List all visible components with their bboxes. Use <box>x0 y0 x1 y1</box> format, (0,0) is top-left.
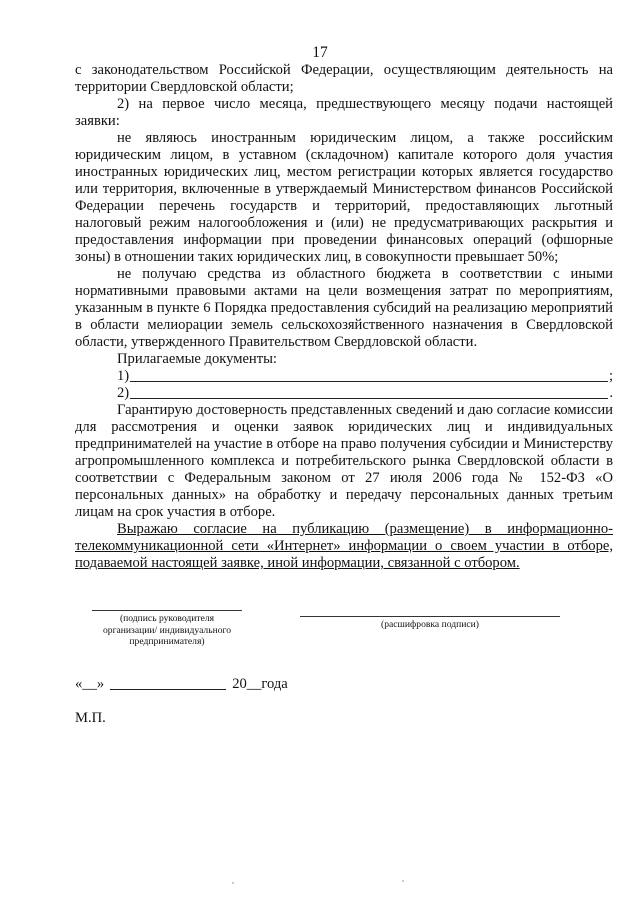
paragraph-continuation: с законодательством Российской Федерации, осуществляющим деятельность на территории Свердловской области; <box>75 62 613 95</box>
paragraph-guarantee: Гарантирую достоверность представленных сведений и даю согласие комиссии для рассмотрения и оценки заявок юридических лиц и индивидуальных предпринимателей на участие в отборе на право получения субсидии и Министерству агропромышленного комплекса и потребительского рынка Свердловской области в соответствии с Федеральным законом от 27 июля 2006 года № 152-ФЗ «О персональных данных» на обработку и передачу персональных данных третьим лицам на срок участия в отборе. <box>75 402 613 520</box>
signature-caption: (подпись руководителя организации/ индивидуального предпринимателя) <box>92 610 242 648</box>
blank-field <box>130 381 608 382</box>
blank-field <box>130 398 608 399</box>
document-body <box>75 62 613 572</box>
paragraph-no-funds: не получаю средства из областного бюджета в соответствии с иными нормативными правовыми актами на цели возмещения затрат по мероприятиям, указанным в пункте 6 Порядка предоставления субсидий на реализацию мероприятий в области мелиорации земель сельскохозяйственного назначения в Свердловской области, утвержденного Правительством Свердловской области. <box>75 266 613 350</box>
scan-dot <box>402 880 404 882</box>
scan-dot <box>232 882 234 884</box>
attachment-number: 1) <box>117 368 130 384</box>
paragraph-item-2: 2) на первое число месяца, предшествующего месяцу подачи настоящей заявки: <box>75 96 613 129</box>
scan-marks <box>0 880 640 890</box>
attachment-end: ; <box>608 368 613 384</box>
stamp-place: М.П. <box>75 710 106 726</box>
date-line <box>75 676 288 693</box>
attachment-line-2 <box>75 385 613 402</box>
date-day: «__» <box>75 676 105 692</box>
attachment-end: . <box>609 385 613 401</box>
paragraph-not-foreign: не являюсь иностранным юридическим лицом, а также российским юридическим лицом, в уставном (складочном) капитале которого доля участия иностранных юридических лиц, местом регистрации которых является государство или территория, включенные в утверждаемый Министерством финансов Российской Федерации перечень государств и территорий, предоставляющих льготный налоговый режим налогообложения и (или) не предусматривающих раскрытия и предоставления информации при проведении финансовых операций (офшорные зоны) в отношении таких юридических лиц, в совокупности превышает 50%; <box>75 130 613 265</box>
page-number: 17 <box>312 44 328 61</box>
attachments-heading: Прилагаемые документы: <box>117 351 277 367</box>
attachment-line-1 <box>75 368 613 385</box>
date-month-blank <box>110 688 226 690</box>
signature-block <box>0 610 640 660</box>
signature-decoding-caption: (расшифровка подписи) <box>300 616 560 631</box>
attachment-number: 2) <box>117 385 130 401</box>
paragraph-consent: Выражаю согласие на публикацию (размещение) в информационно-телекоммуникационной сети «Интернет» информации о своем участии в отборе, подаваемой настоящей заявке, иной информации, связанной с отбором. <box>75 521 613 571</box>
date-year: 20__года <box>232 676 288 692</box>
